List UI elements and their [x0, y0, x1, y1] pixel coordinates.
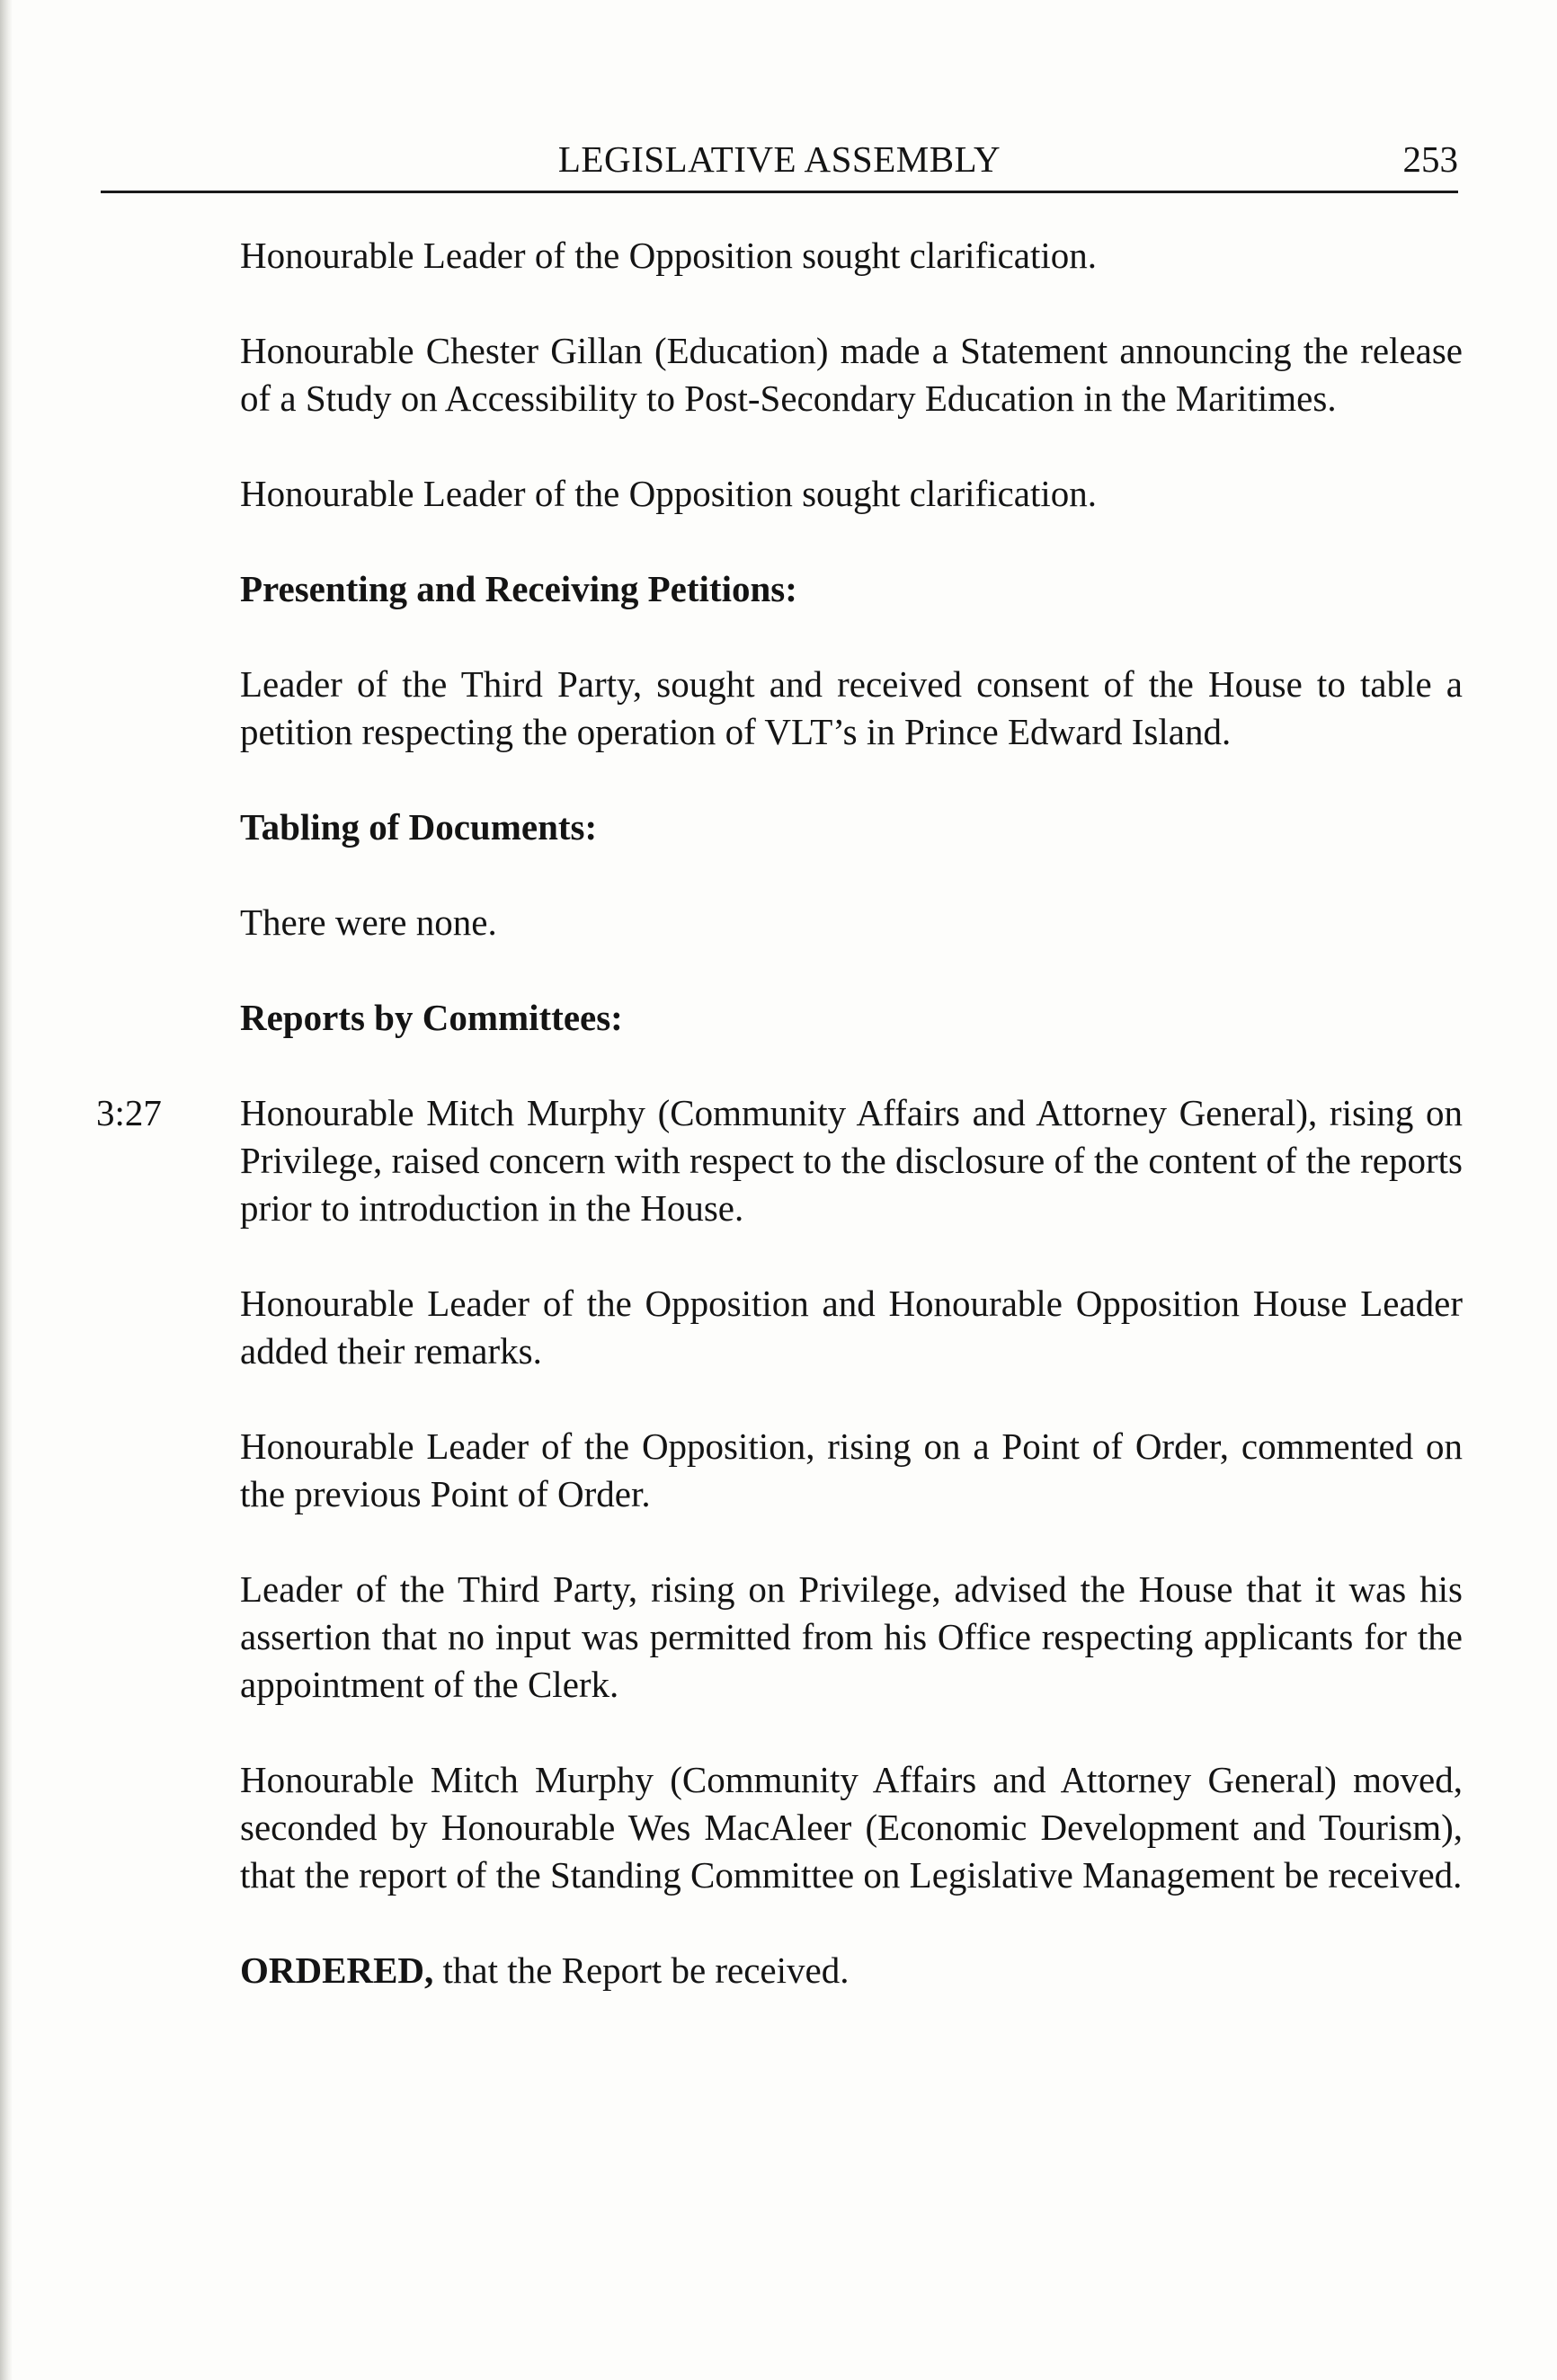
margin-time-note: 3:27: [96, 1092, 162, 1133]
paragraph-education-statement: Honourable Chester Gillan (Education) made a Statement announcing the release of a Study on Accessibility to Post-Secondary Education in the Maritimes.: [240, 330, 1463, 419]
header-title: LEGISLATIVE ASSEMBLY: [557, 138, 1001, 180]
paragraph-vlt-petition: Leader of the Third Party, sought and received consent of the House to table a petition respecting the operation of VLT’s in Prince Edward Island.: [240, 663, 1463, 752]
paragraph-privilege-concern-text: Honourable Mitch Murphy (Community Affairs and Attorney General), rising on Privilege, raised concern with respect to the disclosure of the content of the reports prior to introduction in the House.: [240, 1092, 1463, 1229]
ordered-text: that the Report be received.: [433, 1949, 850, 1991]
paragraph-motion-report: Honourable Mitch Murphy (Community Affairs and Attorney General) moved, seconded by Honourable Wes MacAleer (Economic Development and Tourism), that the report of the Standing Committee on Legislative Management be received.: [240, 1759, 1463, 1896]
paragraph-privilege-concern: [96, 1089, 1463, 1232]
paragraph-remarks: Honourable Leader of the Opposition and Honourable Opposition House Leader added their remarks.: [240, 1283, 1463, 1372]
paragraph-ordered: [240, 1947, 1463, 1994]
paragraph-opposition-clarification-2: Honourable Leader of the Opposition sought clarification.: [240, 473, 1097, 514]
paragraph-opposition-clarification-1: Honourable Leader of the Opposition sought clarification.: [240, 235, 1097, 276]
heading-petitions: Presenting and Receiving Petitions:: [240, 568, 797, 609]
paragraph-point-of-order: Honourable Leader of the Opposition, rising on a Point of Order, commented on the previous Point of Order.: [240, 1425, 1463, 1514]
page-body: [96, 232, 1463, 2042]
paragraph-third-party-privilege: Leader of the Third Party, rising on Privilege, advised the House that it was his assertion that no input was permitted from his Office respecting applicants for the appointment of the Clerk.: [240, 1568, 1463, 1705]
running-header: [101, 135, 1458, 193]
page-number: 253: [1402, 138, 1458, 180]
paragraph-none: There were none.: [240, 901, 497, 943]
heading-tabling-documents: Tabling of Documents:: [240, 806, 598, 848]
ordered-lead: ORDERED,: [240, 1949, 434, 1991]
heading-reports-committees: Reports by Committees:: [240, 997, 623, 1038]
